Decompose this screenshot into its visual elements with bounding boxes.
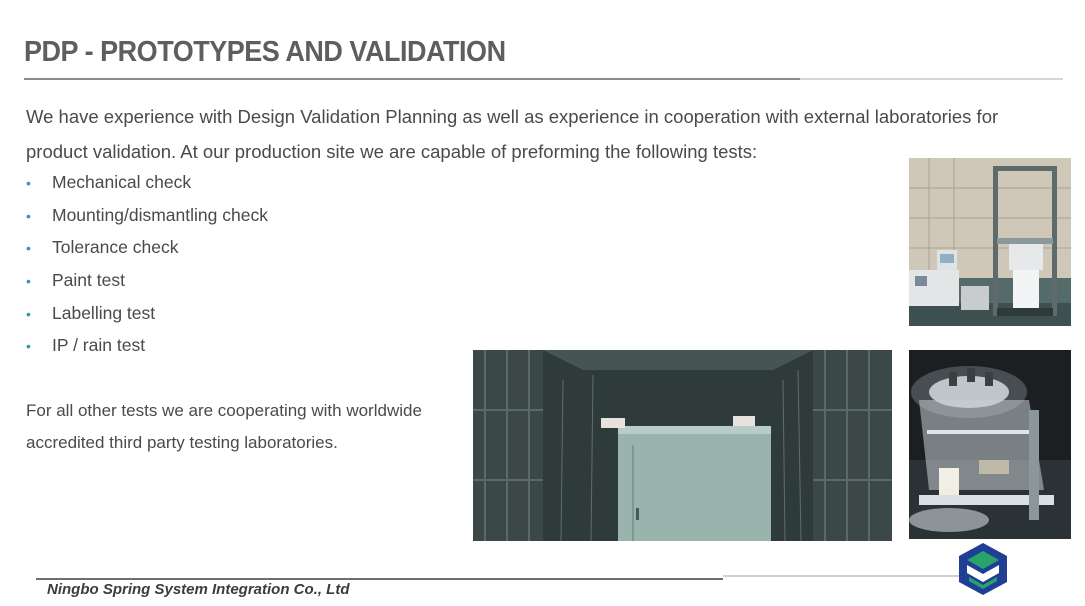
test-rig-photo [909, 158, 1071, 326]
bullet-icon: • [26, 273, 31, 290]
list-item [26, 329, 268, 362]
list-item-label: Mounting/dismantling check [52, 204, 268, 225]
company-logo [955, 541, 1011, 597]
list-item-label: Labelling test [52, 302, 156, 323]
list-item-label: Tolerance check [52, 237, 179, 258]
company-name: Ningbo Spring System Integration Co., Ltd [47, 581, 350, 598]
footer-divider [36, 578, 723, 580]
title-divider [24, 78, 800, 80]
test-list [26, 166, 268, 362]
list-item [26, 264, 268, 297]
list-item-label: IP / rain test [52, 335, 146, 356]
title-divider-light [800, 78, 1063, 80]
bullet-icon: • [26, 338, 31, 355]
outro-paragraph: For all other tests we are cooperating with worldwide accredited third party testing laboratories. [26, 401, 422, 452]
list-item [26, 199, 268, 232]
slide-title: PDP - PROTOTYPES AND VALIDATION [24, 36, 506, 68]
bullet-icon: • [26, 305, 31, 322]
list-item [26, 231, 268, 264]
list-item-label: Mechanical check [52, 172, 192, 192]
bullet-icon: • [26, 175, 31, 191]
list-item [26, 166, 268, 199]
list-item [26, 297, 268, 330]
bullet-icon: • [26, 240, 31, 257]
list-item-label: Paint test [52, 270, 125, 291]
footer-divider-light [723, 575, 960, 577]
lab-bench-photo [909, 350, 1071, 539]
bullet-icon: • [26, 207, 31, 224]
intro-paragraph: We have experience with Design Validation Planning as well as experience in cooperation with external laboratories for product validation. At our production site we are capable of preforming the following tests: [26, 106, 999, 162]
rain-chamber-photo [473, 350, 892, 541]
